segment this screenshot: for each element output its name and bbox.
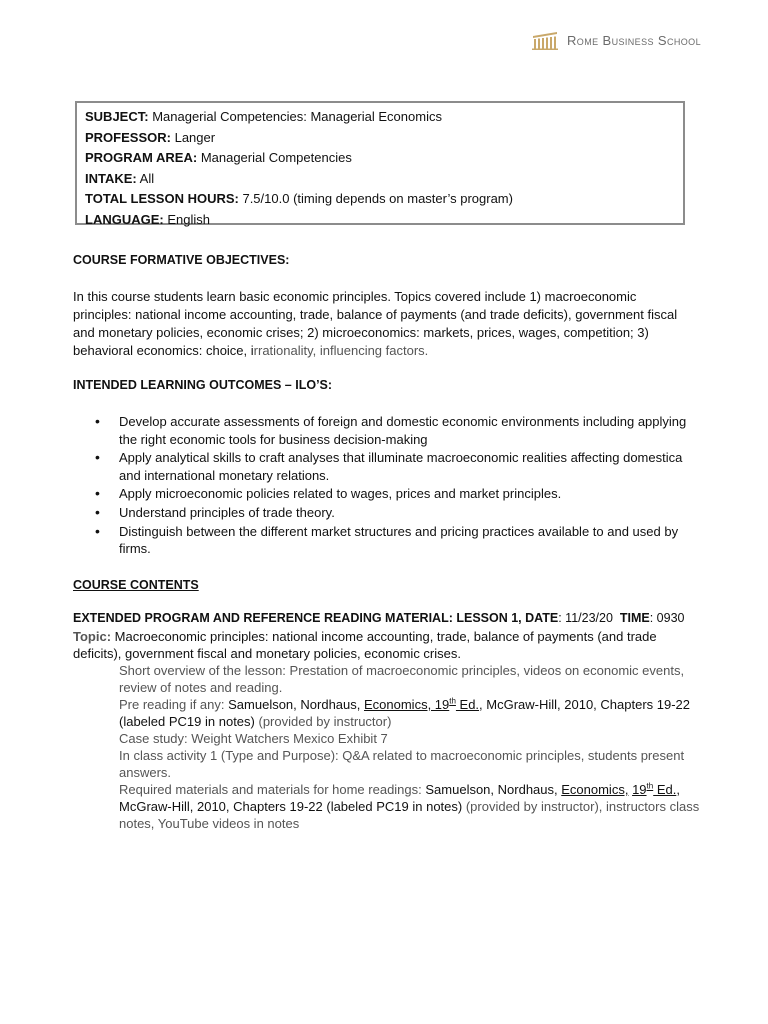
course-info-box: [75, 101, 685, 225]
building-logo-icon: [531, 30, 561, 50]
pre-reading: Pre reading if any: Samuelson, Nordhaus, Economics, 19th Ed., McGraw-Hill, 2010, Chapters 19-22 (labeled PC19 in notes) (provided by instructor): [119, 696, 691, 729]
list-item: • Develop accurate assessments of foreign and domestic economic environments including applying the right economic tools for business decision-making: [95, 413, 687, 447]
bullet-icon: •: [95, 449, 100, 466]
course-contents-heading: COURSE CONTENTS: [73, 578, 199, 592]
rome-business-school-logo: [531, 30, 701, 50]
list-item: • Apply analytical skills to craft analyses that illuminate macroeconomic realities affecting domestica and international monetary relations.: [95, 449, 683, 483]
bullet-icon: •: [95, 485, 100, 502]
lesson-details: [119, 662, 704, 832]
lesson-header: EXTENDED PROGRAM AND REFERENCE READING MATERIAL: LESSON 1, DATE: 11/23/20 TIME: 0930: [73, 611, 685, 625]
bullet-icon: •: [95, 503, 100, 520]
program-area-line: PROGRAM AREA: Managerial Competencies: [85, 150, 352, 165]
lesson-overview: Short overview of the lesson: Prestation of macroeconomic principles, videos on economic events, review of notes and reading.: [119, 663, 685, 695]
outcomes-list: [95, 413, 695, 559]
required-materials: Required materials and materials for home readings: Samuelson, Nordhaus, Economics, 19th Ed., McGraw-Hill, 2010, Chapters 19-22 (labeled PC19 in notes) (provided by instructor), instructors class notes, YouTube videos in notes: [119, 781, 700, 831]
objectives-text: In this course students learn basic economic principles. Topics covered include 1) macroeconomic principles: national income accounting, trade, balance of payments (and trade deficits), government fiscal and monetary policies, economic crises; 2) microeconomics: markets, prices, wages, competition; 3) behavioral economics: choice, irrationality, influencing factors.: [73, 289, 678, 358]
bullet-icon: •: [95, 522, 100, 539]
list-item: • Understand principles of trade theory.: [95, 503, 335, 520]
outcomes-heading: INTENDED LEARNING OUTCOMES – ILO’S:: [73, 378, 333, 392]
objectives-heading: COURSE FORMATIVE OBJECTIVES:: [73, 253, 290, 267]
list-item: • Distinguish between the different market structures and pricing practices available to and used by firms.: [95, 522, 679, 557]
lesson-topic: Topic: Macroeconomic principles: national income accounting, trade, balance of payments (and trade deficits), government fiscal and monetary policies, economic crises.: [73, 629, 657, 661]
list-item: • Apply microeconomic policies related to wages, prices and market principles.: [95, 485, 562, 502]
language-line: LANGUAGE: English: [85, 211, 210, 227]
intake-line: INTAKE: All: [85, 170, 155, 186]
class-activity: In class activity 1 (Type and Purpose): Q&A related to macroeconomic principles, students present answers.: [119, 748, 685, 780]
professor-line: PROFESSOR: Langer: [85, 129, 216, 145]
total-hours-line: TOTAL LESSON HOURS: 7.5/10.0 (timing depends on master’s program): [85, 191, 513, 206]
case-study: Case study: Weight Watchers Mexico Exhibit 7: [119, 731, 388, 746]
logo-text: Rome Business School: [567, 32, 701, 48]
bullet-icon: •: [95, 413, 100, 429]
subject-line: SUBJECT: Managerial Competencies: Managerial Economics: [85, 109, 442, 124]
